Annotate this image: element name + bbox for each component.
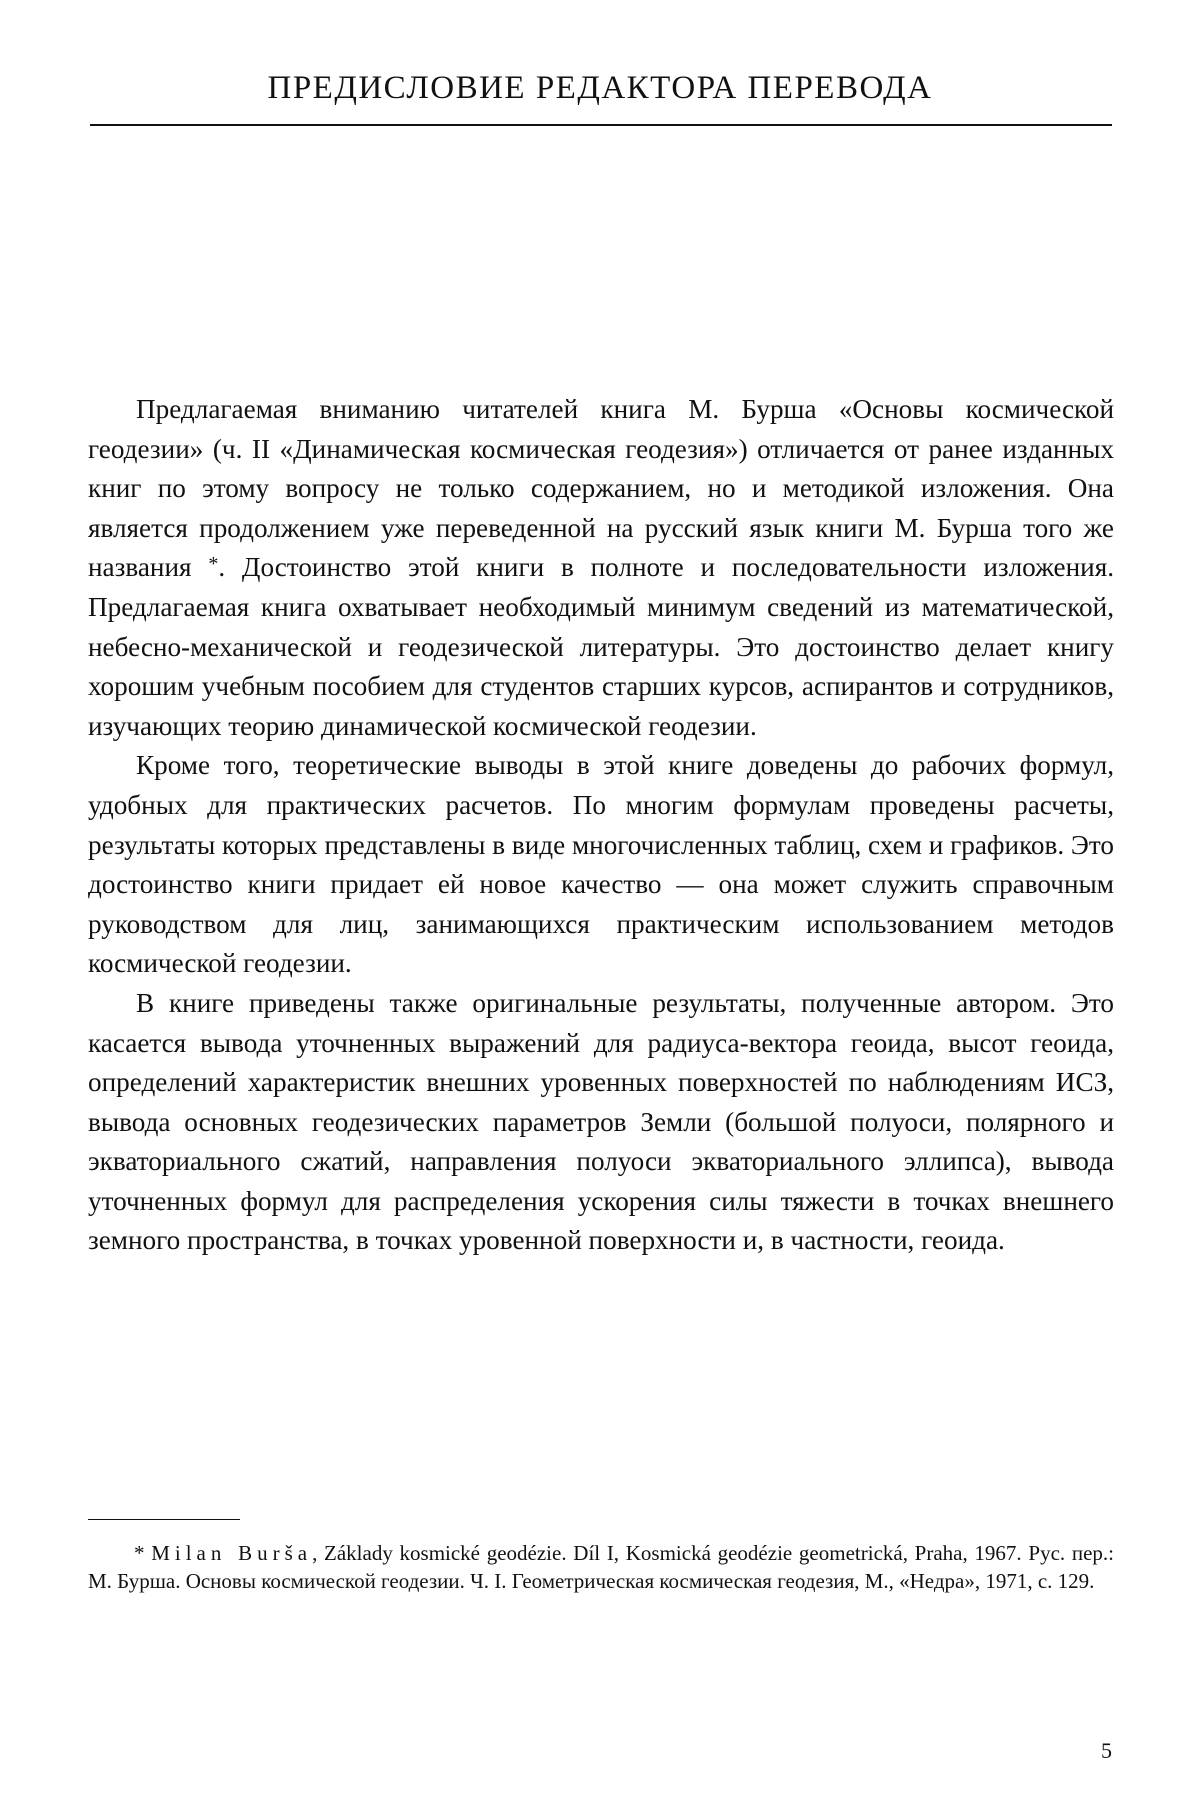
chapter-heading: ПРЕДИСЛОВИЕ РЕДАКТОРА ПЕРЕВОДА [267, 70, 933, 106]
page-number: 5 [1101, 1738, 1112, 1763]
footnote-rule [88, 1519, 240, 1520]
footnote-author: Milan Burša [151, 1541, 313, 1565]
paragraph-1-part-1: Предлагаемая вниманию читателей книга М. Бурша «Основы космической геодезии» (ч. II «Динамическая космическая геодезия») отличается от ранее изданных книг по этому вопросу не только содержанием, но и методикой изложения. Она является продолжением уже переведенной на русский язык книги М. Бурша того же названия [88, 394, 1114, 583]
footnote-marker: * [134, 1541, 145, 1565]
paragraph-1 [88, 390, 1114, 746]
paragraph-3: В книге приведены также оригинальные результаты, полученные автором. Это касается вывода уточненных выражений для радиуса-вектора геоида, высот геоида, определений характеристик внешних уровенных поверхностей по наблюдениям ИСЗ, вывода основных геодезических параметров Земли (большой полуоси, полярного и экваториального сжатий, направления полуоси экваториального эллипса), вывода уточненных формул для распределения ускорения силы тяжести в точках внешнего земного пространства, в точках уровенной поверхности и, в частности, геоида. [88, 987, 1114, 1256]
heading-rule [90, 124, 1112, 126]
paragraph-1-part-2: . Достоинство этой книги в полноте и последовательности изложения. Предлагаемая книга охватывает необходимый минимум сведений из математической, небесно-механической и геодезической литературы. Это достоинство делает книгу хорошим учебным пособием для студентов старших курсов, аспирантов и сотрудников, изучающих теорию динамической космической геодезии. [88, 552, 1114, 741]
footnote [88, 1539, 1114, 1595]
paragraph-2: Кроме того, теоретические выводы в этой книге доведены до рабочих формул, удобных для практических расчетов. По многим формулам проведены расчеты, результаты которых представлены в виде многочисленных таблиц, схем и графиков. Это достоинство книги придает ей новое качество — она может служить справочным руководством для лиц, занимающихся практическим использованием методов космической геодезии. [88, 750, 1114, 979]
footnote-text: , Základy kosmické geodézie. Díl I, Kosmická geodézie geometrická, Praha, 1967. Рус. пер.: М. Бурша. Основы космической геодезии. Ч. I. Геометрическая космическая геодезия, М., «Недра», 1971, с. 129. [88, 1541, 1114, 1593]
footnote-reference[interactable]: * [208, 553, 219, 576]
preface-body [88, 390, 1114, 1261]
